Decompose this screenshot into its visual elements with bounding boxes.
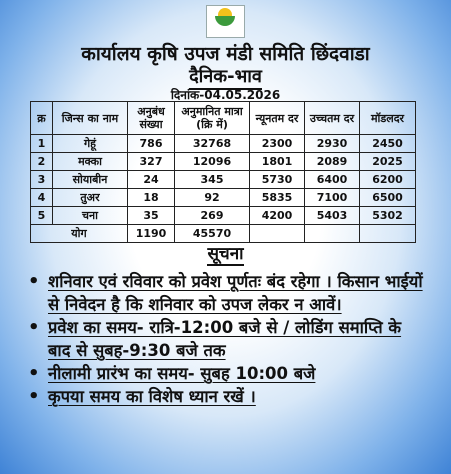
bullet-icon: • bbox=[28, 386, 40, 407]
table-cell: चना bbox=[53, 207, 128, 225]
table-cell: सोयाबीन bbox=[53, 171, 128, 189]
table-cell: 32768 bbox=[175, 135, 250, 153]
office-title: कार्यालय कृषि उपज मंडी समिति छिंदवाडा bbox=[81, 43, 370, 65]
table-cell: 2025 bbox=[360, 153, 416, 171]
table-cell: 12096 bbox=[175, 153, 250, 171]
column-header: मॉडलदर bbox=[360, 102, 416, 135]
table-row bbox=[31, 189, 416, 207]
table-cell: तुअर bbox=[53, 189, 128, 207]
notice-list bbox=[28, 270, 428, 408]
table-cell: 6500 bbox=[360, 189, 416, 207]
table-cell: 5 bbox=[31, 207, 53, 225]
column-header: क्र bbox=[31, 102, 53, 135]
table-row bbox=[31, 135, 416, 153]
table-cell: 345 bbox=[175, 171, 250, 189]
table-cell: 327 bbox=[128, 153, 175, 171]
table-cell: मक्का bbox=[53, 153, 128, 171]
table-cell: 1 bbox=[31, 135, 53, 153]
column-header: उच्चतम दर bbox=[305, 102, 360, 135]
column-header: जिन्स का नाम bbox=[53, 102, 128, 135]
notice-item: • नीलामी प्रारंभ का समय- सुबह 10:00 बजे bbox=[28, 363, 316, 384]
column-header: अनुमानित मात्रा (क्रि में) bbox=[175, 102, 250, 135]
table-cell: 7100 bbox=[305, 189, 360, 207]
table-cell: 4200 bbox=[250, 207, 305, 225]
table-cell: 92 bbox=[175, 189, 250, 207]
table-cell: 2930 bbox=[305, 135, 360, 153]
notice-heading: सूचना bbox=[207, 244, 244, 264]
table-cell: 4 bbox=[31, 189, 53, 207]
table-header-row bbox=[31, 102, 416, 135]
table-cell: 3 bbox=[31, 171, 53, 189]
column-header: न्यूनतम दर bbox=[250, 102, 305, 135]
table-cell: 1801 bbox=[250, 153, 305, 171]
notice-item: • प्रवेश का समय- रात्रि-12:00 बजे से / लोडिंग समाप्ति के बाद से सुबह-9:30 बजे तक bbox=[28, 317, 402, 360]
mandi-logo-icon bbox=[206, 5, 245, 38]
rates-table bbox=[30, 101, 416, 243]
bullet-icon: • bbox=[28, 271, 40, 292]
table-cell: 2300 bbox=[250, 135, 305, 153]
table-cell: 24 bbox=[128, 171, 175, 189]
table-cell: 269 bbox=[175, 207, 250, 225]
total-contracts: 1190 bbox=[128, 225, 175, 243]
total-label: योग bbox=[31, 225, 128, 243]
table-cell: 5835 bbox=[250, 189, 305, 207]
column-header: अनुबंध संख्या bbox=[128, 102, 175, 135]
table-cell: 786 bbox=[128, 135, 175, 153]
table-cell: 2450 bbox=[360, 135, 416, 153]
bullet-icon: • bbox=[28, 317, 40, 338]
table-row bbox=[31, 207, 416, 225]
total-quantity: 45570 bbox=[175, 225, 250, 243]
notice-item: • कृपया समय का विशेष ध्यान रखें । bbox=[28, 386, 256, 407]
table-cell: 2 bbox=[31, 153, 53, 171]
table-cell: 5302 bbox=[360, 207, 416, 225]
table-cell: 5403 bbox=[305, 207, 360, 225]
table-cell: 2089 bbox=[305, 153, 360, 171]
page-subtitle: दैनिक-भाव bbox=[189, 66, 262, 90]
table-cell: 6400 bbox=[305, 171, 360, 189]
table-cell: 18 bbox=[128, 189, 175, 207]
table-cell: 5730 bbox=[250, 171, 305, 189]
table-cell: 6200 bbox=[360, 171, 416, 189]
table-row bbox=[31, 153, 416, 171]
table-row bbox=[31, 171, 416, 189]
table-total-row bbox=[31, 225, 416, 243]
table-cell: 35 bbox=[128, 207, 175, 225]
notice-item: • शनिवार एवं रविवार को प्रवेश पूर्णतः बंद रहेगा । किसान भाईयों से निवेदन है कि शनिवार को उपज लेकर न आवें। bbox=[28, 271, 423, 314]
date-line: दिनांक-04.05.2026 bbox=[170, 88, 281, 102]
bullet-icon: • bbox=[28, 363, 40, 384]
table-cell: गेहूं bbox=[53, 135, 128, 153]
